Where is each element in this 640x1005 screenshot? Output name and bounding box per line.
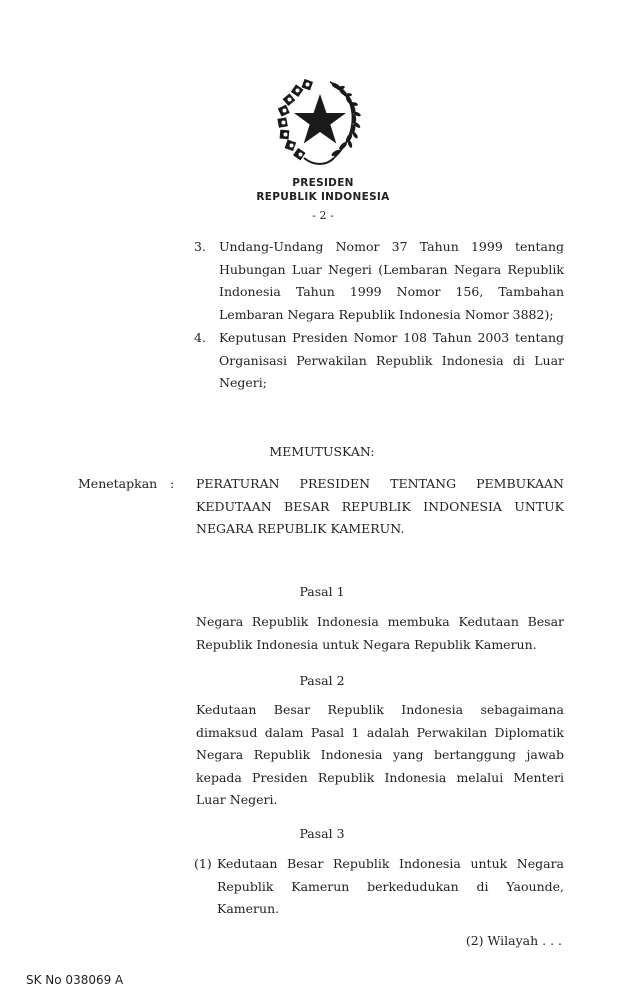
text-line: KEDUTAAN BESAR REPUBLIK INDONESIA UNTUK	[196, 498, 564, 514]
pasal-1-title: Pasal 1	[299, 584, 345, 599]
pasal-2-text	[196, 699, 564, 812]
text-line: NEGARA REPUBLIK KAMERUN.	[196, 521, 405, 536]
page-number: - 2 -	[312, 209, 334, 222]
text-line: Hubungan Luar Negeri (Lembaran Negara Republik	[219, 261, 564, 277]
text-line: Negara Republik Indonesia membuka Kedutaan Besar	[196, 614, 564, 629]
pasal-2-title: Pasal 2	[299, 673, 345, 688]
text-line: kepada Presiden Republik Indonesia melalui Menteri	[196, 769, 564, 785]
text-line: dimaksud dalam Pasal 1 adalah Perwakilan Diplomatik	[196, 724, 564, 740]
text-line: Negara Republik Indonesia yang bertanggung jawab	[196, 747, 564, 762]
memutuskan-heading: MEMUTUSKAN:	[269, 444, 375, 459]
text-line: PERATURAN PRESIDEN TENTANG PEMBUKAAN	[196, 476, 564, 491]
pasal-3-title: Pasal 3	[299, 826, 345, 841]
item-number: (1)	[194, 856, 212, 871]
consideration-item-4	[194, 327, 564, 395]
text-line: Indonesia Tahun 1999 Nomor 156, Tambahan	[219, 284, 564, 299]
footer-sk-number: SK No 038069 A	[26, 973, 124, 987]
text-line: Luar Negeri.	[196, 792, 278, 807]
consideration-item-3	[194, 236, 564, 326]
decree-text	[196, 473, 564, 541]
text-line: Kedutaan Besar Republik Indonesia sebagaimana	[196, 702, 564, 717]
text-line: Republik Kamerun berkedudukan di Yaounde,	[217, 878, 564, 894]
text-line: Republik Indonesia untuk Negara Republik Kamerun.	[196, 636, 537, 652]
text-line: Keputusan Presiden Nomor 108 Tahun 2003 tentang	[219, 330, 564, 345]
item-number: 3.	[194, 239, 206, 254]
text-line: Lembaran Negara Republik Indonesia Nomor 3882);	[219, 306, 554, 322]
garuda-star-emblem-icon	[270, 74, 370, 170]
menetapkan-label: Menetapkan	[78, 476, 158, 491]
text-line: Undang-Undang Nomor 37 Tahun 1999 tentang	[219, 239, 564, 254]
pasal-3-item-1	[194, 853, 564, 921]
catchword: (2) Wilayah . . .	[465, 933, 562, 948]
header-title-republik: REPUBLIK INDONESIA	[256, 191, 390, 203]
pasal-1-text	[196, 611, 564, 656]
text-line: Organisasi Perwakilan Republik Indonesia di Luar	[219, 352, 564, 368]
text-line: Kedutaan Besar Republik Indonesia untuk Negara	[217, 856, 564, 871]
text-line: Kamerun.	[217, 901, 280, 916]
item-number: 4.	[194, 330, 206, 345]
menetapkan-colon: :	[170, 476, 175, 491]
header-title-presiden: PRESIDEN	[292, 177, 354, 189]
text-line: Negeri;	[219, 375, 267, 390]
